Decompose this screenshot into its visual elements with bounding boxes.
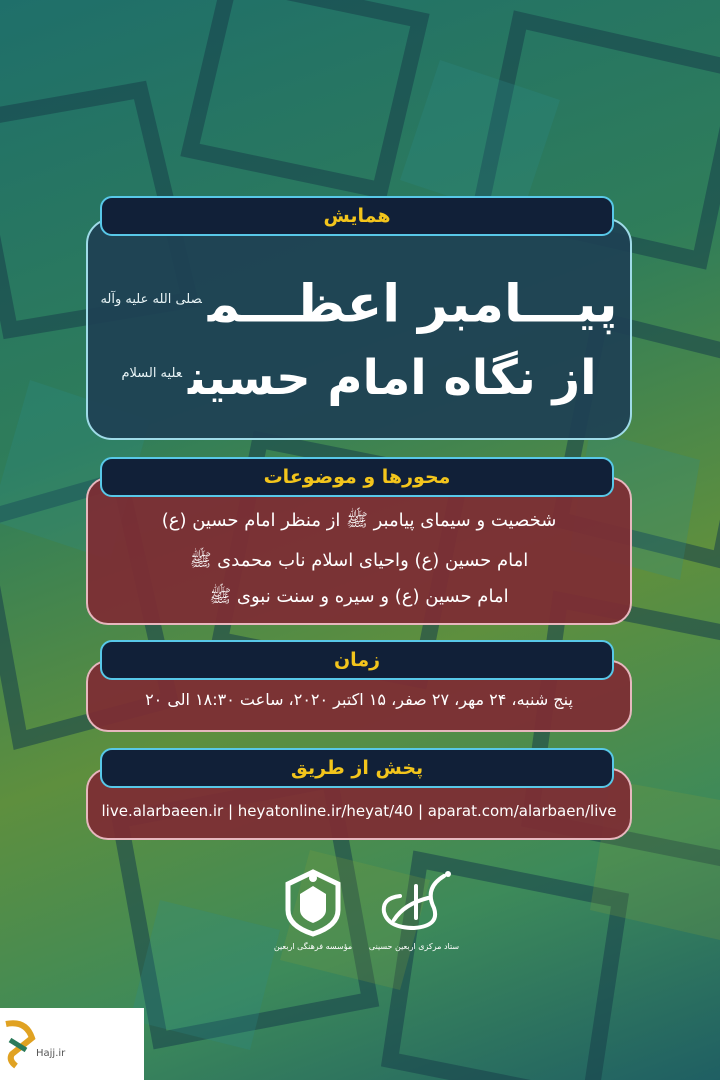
time-header: زمان	[100, 640, 614, 680]
broadcast-links: live.alarbaeen.ir | heyatonline.ir/heyat/40 | aparat.com/alarbaen/live	[101, 802, 617, 820]
watermark-text: Hajj.ir	[36, 1048, 66, 1059]
event-type-header: همایش	[100, 196, 614, 236]
arbaeen-institute-logo	[268, 868, 358, 968]
title-box	[86, 218, 632, 440]
hajj-logo-icon	[2, 1020, 36, 1072]
topic-item-3: امام حسین (ع) و سیره و سنت نبوی ﷺ	[209, 586, 509, 607]
arbaeen-headquarters-logo	[364, 868, 464, 968]
topics-header: محورها و موضوعات	[100, 457, 614, 497]
broadcast-header: پخش از طریق	[100, 748, 614, 788]
right-logo-caption: ستاد مرکزی اربعین حسینی	[368, 942, 460, 951]
watermark-corner	[0, 1008, 144, 1080]
topic-item-2: امام حسین (ع) واحیای اسلام ناب محمدی ﷺ	[189, 550, 529, 571]
shield-logo-icon	[268, 868, 358, 938]
time-value: پنج شنبه، ۲۴ مهر، ۲۷ صفر، ۱۵ اکتبر ۲۰۲۰، ساعت ۱۸:۳۰ الی ۲۰	[145, 690, 573, 709]
title-line-1	[88, 268, 630, 336]
honorific-imam: عليه السلام	[121, 366, 183, 381]
title-line-2	[88, 344, 630, 408]
title-line-1-text: پیـــامبر اعظـــم	[207, 274, 618, 335]
topic-item-1: شخصیت و سیمای پیامبر ﷺ از منظر امام حسین (ع)	[161, 510, 557, 531]
title-line-2-text: از نگاه امام حسین	[188, 350, 597, 406]
calligraphy-logo-icon	[364, 868, 464, 938]
left-logo-caption: مؤسسه فرهنگی اربعین	[273, 942, 353, 951]
honorific-prophet: صلى الله عليه وآله	[100, 292, 202, 307]
topics-box	[86, 477, 632, 625]
